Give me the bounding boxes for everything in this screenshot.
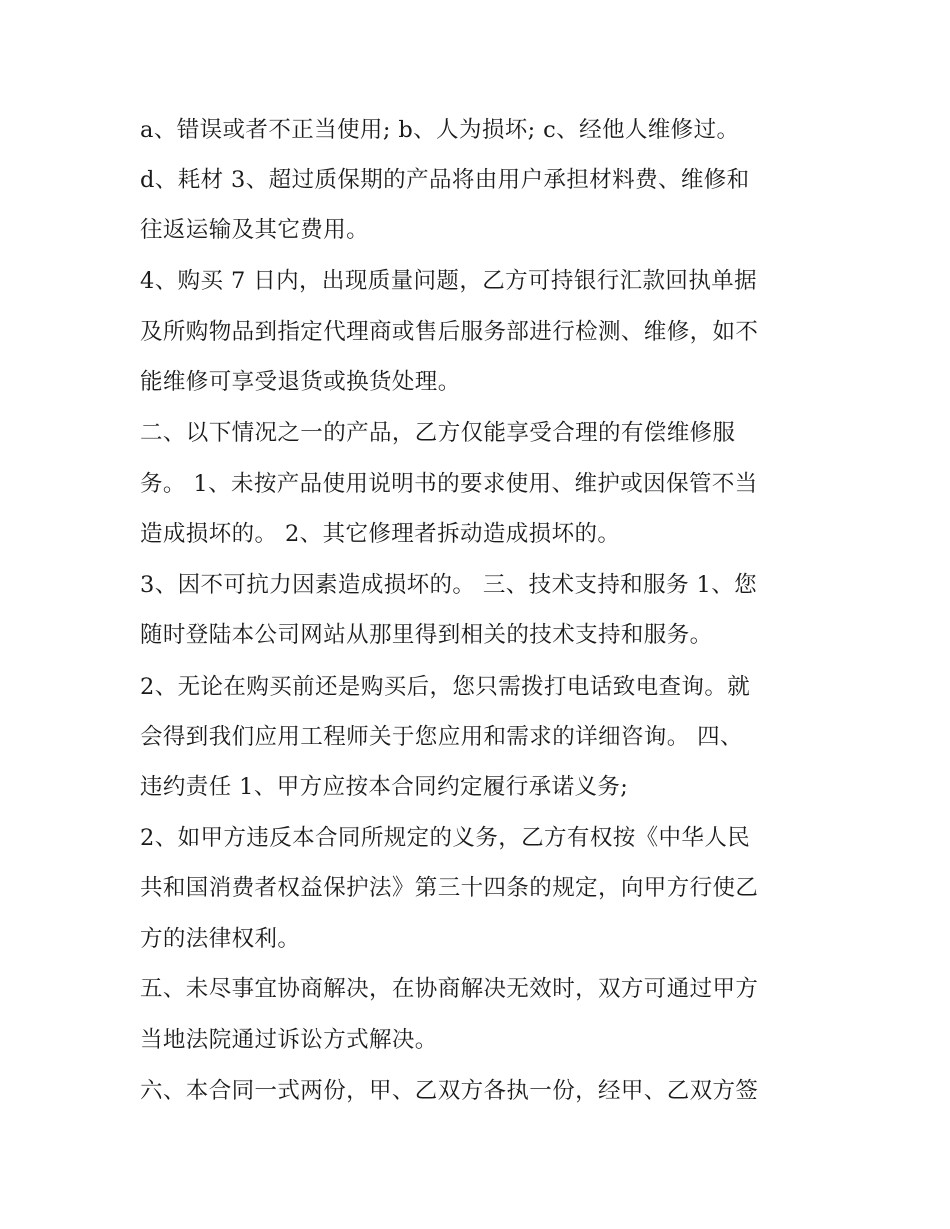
- text-line: 当地法院通过诉讼方式解决。: [140, 1027, 438, 1053]
- text-line: 能维修可享受退货或换货处理。: [140, 369, 461, 395]
- text-line: 及所购物品到指定代理商或售后服务部进行检测、维修，如不: [140, 319, 759, 345]
- text-line: 务。 1、未按产品使用说明书的要求使用、维护或因保管不当: [140, 471, 758, 497]
- text-line: 会得到我们应用工程师关于您应用和需求的详细咨询。 四、: [140, 724, 743, 750]
- text-line: 六、本合同一式两份，甲、乙双方各执一份，经甲、乙双方签: [140, 1078, 759, 1104]
- text-line: a、错误或者不正当使用; b、人为损坏; c、经他人维修过。: [140, 117, 740, 143]
- text-line: 随时登陆本公司网站从那里得到相关的技术支持和服务。: [140, 622, 713, 648]
- text-line: 往返运输及其它费用。: [140, 217, 370, 243]
- text-line: 3、因不可抗力因素造成损坏的。 三、技术支持和服务 1、您: [140, 572, 758, 598]
- text-line: 2、无论在购买前还是购买后，您只需拨打电话致电查询。就: [140, 674, 751, 700]
- text-line: 违约责任 1、甲方应按本合同约定履行承诺义务;: [140, 774, 629, 800]
- text-line: 二、以下情况之一的产品，乙方仅能享受合理的有偿维修服: [140, 420, 736, 446]
- text-line: 造成损坏的。 2、其它修理者拆动造成损坏的。: [140, 521, 621, 547]
- text-line: 五、未尽事宜协商解决，在协商解决无效时，双方可通过甲方: [140, 976, 759, 1002]
- text-line: 共和国消费者权益保护法》第三十四条的规定，向甲方行使乙: [140, 875, 759, 901]
- text-line: 4、购买 7 日内，出现质量问题，乙方可持银行汇款回执单据: [140, 268, 758, 294]
- text-line: 2、如甲方违反本合同所规定的义务，乙方有权按《中华人民: [140, 825, 751, 851]
- text-line: 方的法律权利。: [140, 926, 301, 952]
- text-line: d、耗材 3、超过质保期的产品将由用户承担材料费、维修和: [140, 167, 750, 193]
